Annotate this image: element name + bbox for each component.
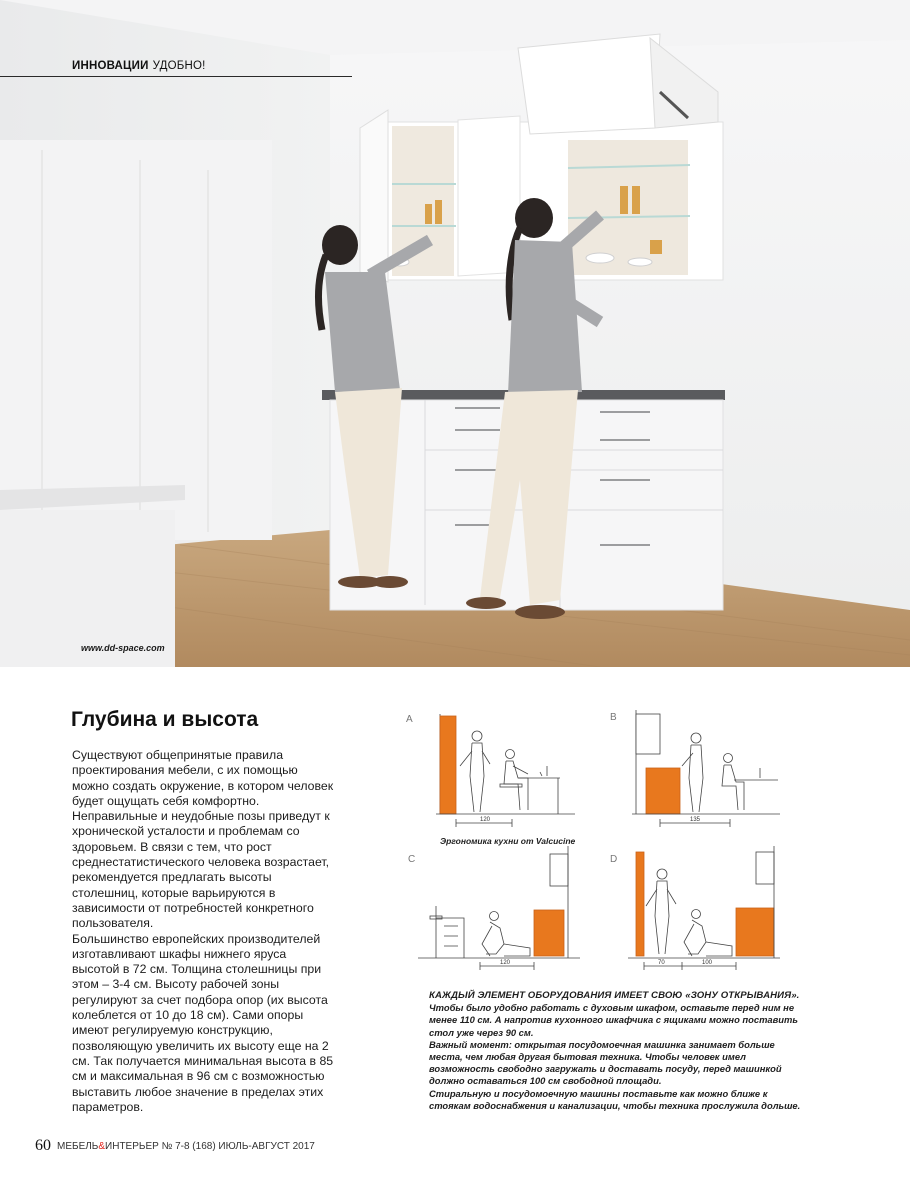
sidebar-note [429, 990, 807, 1112]
diagram-a-letter: A [406, 714, 413, 725]
header-rule [0, 76, 352, 77]
page-footer [35, 1137, 315, 1155]
diagram-d [628, 846, 780, 970]
diagram-caption: Эргономика кухни от Valcucine [440, 836, 576, 846]
article-paragraph-1: Существуют общепринятые правила проектирования мебели, с их помощью можно создать окружение, в котором человек будет ощущать себя комфортно. Неправильные и неудобные позы приведут к хронической усталости и проблемам со здоровьем. В связи с тем, что рост среднестатистического человека возрастает, рекомендуется предлагать высоты столешниц, которые варьируются в зависимости от потребностей конкретного пользователя. [72, 748, 334, 931]
diagram-c [418, 846, 580, 970]
diagram-d-dim-2: 100 [702, 960, 713, 966]
diagram-c-letter: C [408, 854, 416, 865]
note-heading: КАЖДЫЙ ЭЛЕМЕНТ ОБОРУДОВАНИЯ ИМЕЕТ СВОЮ «ЗОНУ ОТКРЫВАНИЯ». [429, 990, 800, 1001]
diagram-b-dim-1: 135 [690, 817, 701, 823]
page-number: 60 [35, 1137, 51, 1154]
article-body [72, 748, 334, 1115]
subsection-name: УДОБНО! [152, 60, 206, 72]
diagram-b [632, 710, 780, 827]
section-name: ИННОВАЦИИ [72, 60, 149, 72]
diagram-d-dim-1: 70 [658, 960, 665, 966]
magazine-name-part2: ИНТЕРЬЕР № 7-8 (168) ИЮЛЬ-АВГУСТ 2017 [105, 1141, 315, 1152]
note-paragraph-2: Важный момент: открытая посудомоечная машинка занимает больше места, чем любая другая бытовая техника. Чтобы человек имел возможность свободно загружать и доставать посуду, перед машинкой должно оставаться 100 см свободной площади. [429, 1038, 782, 1087]
diagram-b-letter: B [610, 712, 617, 723]
section-label [72, 60, 206, 72]
photo-credit: www.dd-space.com [81, 643, 165, 653]
diagram-d-letter: D [610, 854, 618, 865]
diagram-c-dim-1: 120 [500, 960, 511, 966]
note-paragraph-1: Чтобы было удобно работать с духовым шкафом, оставьте перед ним не менее 110 см. А напротив кухонного шкафчика с ящиками можно поставить стол уже через 90 см. [429, 1002, 798, 1038]
diagram-a-dim-1: 120 [480, 817, 491, 823]
article-paragraph-2: Большинство европейских производителей изготавливают шкафы нижнего яруса высотой в 72 см. Толщина столешницы при этом – 3-4 см. Высоту рабочей зоны регулируют за счет подбора опор (их высота колеблется от 10 до 18 см). Сами опоры имеют регулируемую конструкцию, позволяющую увеличить их высоту еще на 2 см. Так получается минимальная высота в 85 см и максимальная в 96 см с возможностью выставить любое значение в пределах этих параметров. [72, 931, 334, 1114]
magazine-ampersand: & [98, 1141, 106, 1152]
diagram-a [436, 714, 575, 827]
note-paragraph-3: Стиральную и посудомоечную машины поставьте как можно ближе к стоякам водоснабжения и канализации, чтобы техника прослужила дольше. [429, 1087, 801, 1111]
article-title: Глубина и высота [71, 708, 259, 731]
magazine-name-part1: МЕБЕЛЬ [57, 1141, 99, 1152]
